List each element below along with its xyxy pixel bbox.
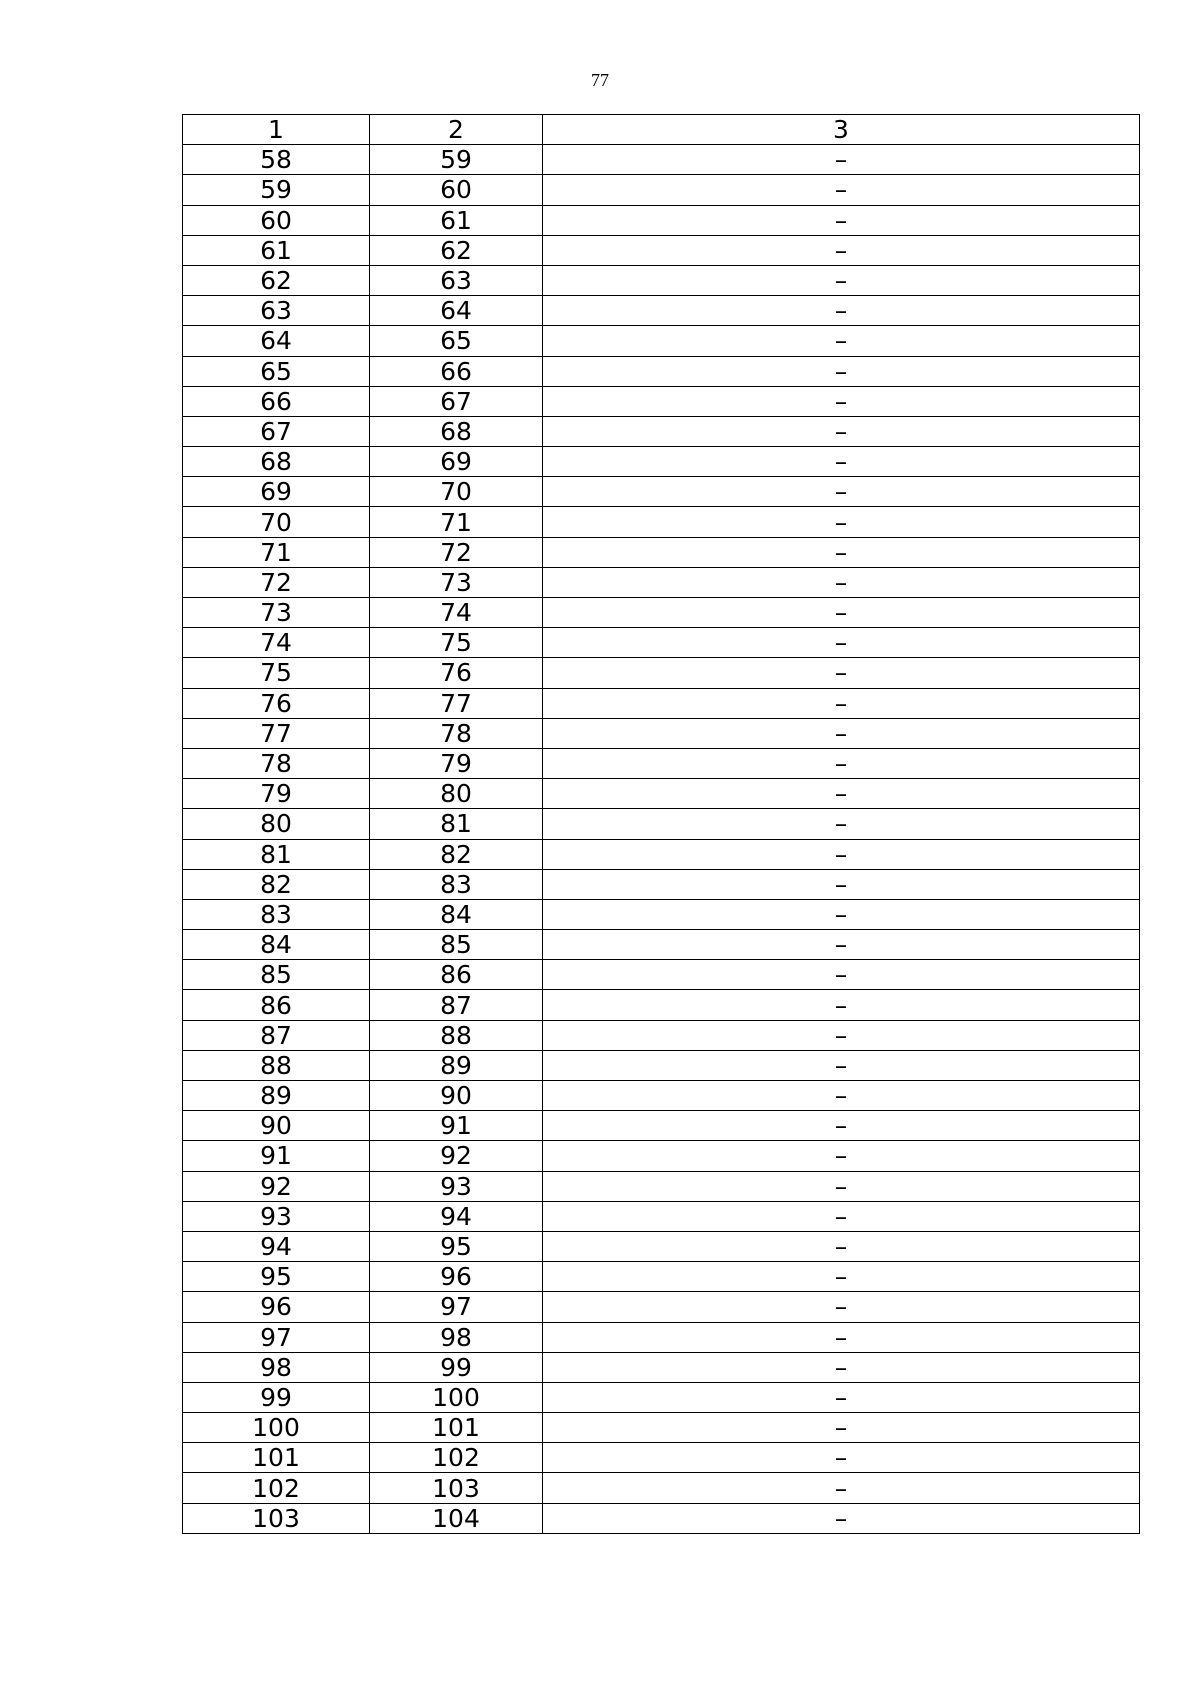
table-cell-col-2: 93 [370,1171,543,1201]
table-row [183,1503,1140,1533]
table-cell-col-2: 61 [370,205,543,235]
table-cell-col-3: – [543,628,1140,658]
table-cell-col-2: 72 [370,537,543,567]
table-cell-col-1: 62 [183,265,370,295]
table-row [183,718,1140,748]
table-row [183,688,1140,718]
table-cell-col-1: 71 [183,537,370,567]
table-cell-col-3: – [543,899,1140,929]
table-cell-col-2: 70 [370,477,543,507]
table-cell-col-2: 88 [370,1020,543,1050]
table-cell-col-2: 104 [370,1503,543,1533]
table-row [183,1231,1140,1261]
table-cell-col-1: 95 [183,1262,370,1292]
table-cell-col-2: 73 [370,567,543,597]
table-row [183,1322,1140,1352]
table-cell-col-1: 89 [183,1081,370,1111]
table-cell-col-1: 74 [183,628,370,658]
table-row [183,990,1140,1020]
table-cell-col-1: 96 [183,1292,370,1322]
table-cell-col-2: 92 [370,1141,543,1171]
table-cell-col-2: 87 [370,990,543,1020]
table-cell-col-3: – [543,1473,1140,1503]
table-cell-col-3: – [543,930,1140,960]
table-cell-col-3: – [543,145,1140,175]
table-cell-col-2: 74 [370,598,543,628]
table-row [183,386,1140,416]
table-row [183,960,1140,990]
table-cell-col-2: 102 [370,1443,543,1473]
table-cell-col-2: 68 [370,416,543,446]
table-cell-col-1: 66 [183,386,370,416]
table-row [183,447,1140,477]
table-cell-col-3: – [543,598,1140,628]
table-row [183,1201,1140,1231]
table-row [183,930,1140,960]
table-cell-col-2: 91 [370,1111,543,1141]
table-row [183,175,1140,205]
table-row [183,628,1140,658]
table-cell-col-2: 76 [370,658,543,688]
table-header-row [183,115,1140,145]
table-cell-col-1: 85 [183,960,370,990]
table-cell-col-1: 63 [183,296,370,326]
table-cell-col-1: 99 [183,1382,370,1412]
table-cell-col-2: 75 [370,628,543,658]
table-cell-col-1: 86 [183,990,370,1020]
table-cell-col-3: – [543,386,1140,416]
table-cell-col-2: 103 [370,1473,543,1503]
table-cell-col-1: 69 [183,477,370,507]
table-cell-col-1: 101 [183,1443,370,1473]
table-cell-col-3: – [543,748,1140,778]
table-cell-col-1: 70 [183,507,370,537]
table-cell-col-2: 82 [370,839,543,869]
page-number: 77 [591,70,609,90]
table-cell-col-1: 73 [183,598,370,628]
table-cell-col-3: – [543,567,1140,597]
table-row [183,598,1140,628]
table-row [183,1443,1140,1473]
table-cell-col-3: – [543,205,1140,235]
table-cell-col-3: – [543,1201,1140,1231]
table-row [183,1262,1140,1292]
table-cell-col-3: – [543,537,1140,567]
table-cell-col-2: 85 [370,930,543,960]
table-cell-col-1: 59 [183,175,370,205]
table-row [183,809,1140,839]
data-table [182,114,1140,1534]
table-cell-col-1: 82 [183,869,370,899]
table-cell-col-1: 91 [183,1141,370,1171]
table-row [183,356,1140,386]
table-cell-col-1: 87 [183,1020,370,1050]
table-cell-col-1: 60 [183,205,370,235]
table-cell-col-2: 65 [370,326,543,356]
table-cell-col-3: – [543,1020,1140,1050]
table-cell-col-1: 84 [183,930,370,960]
table-cell-col-3: – [543,990,1140,1020]
table-cell-col-1: 77 [183,718,370,748]
table-cell-col-1: 88 [183,1050,370,1080]
table-cell-col-3: – [543,1322,1140,1352]
table-body [183,115,1140,1534]
table-cell-col-1: 98 [183,1352,370,1382]
table-row [183,1050,1140,1080]
column-header-2: 2 [370,115,543,145]
table-cell-col-1: 80 [183,809,370,839]
table-row [183,1141,1140,1171]
table-cell-col-2: 62 [370,235,543,265]
table-cell-col-1: 58 [183,145,370,175]
table-cell-col-3: – [543,1382,1140,1412]
table-row [183,567,1140,597]
table-row [183,1292,1140,1322]
table-cell-col-1: 65 [183,356,370,386]
table-cell-col-2: 64 [370,296,543,326]
table-cell-col-1: 93 [183,1201,370,1231]
table-cell-col-2: 78 [370,718,543,748]
table-row [183,507,1140,537]
table-cell-col-2: 63 [370,265,543,295]
table-row [183,1413,1140,1443]
table-cell-col-2: 66 [370,356,543,386]
table-cell-col-1: 83 [183,899,370,929]
table-cell-col-2: 67 [370,386,543,416]
table-cell-col-2: 97 [370,1292,543,1322]
table-cell-col-2: 86 [370,960,543,990]
table-row [183,1171,1140,1201]
table-cell-col-3: – [543,416,1140,446]
table-cell-col-2: 60 [370,175,543,205]
table-cell-col-1: 61 [183,235,370,265]
table-row [183,899,1140,929]
table-row [183,145,1140,175]
table-cell-col-1: 72 [183,567,370,597]
table-cell-col-1: 75 [183,658,370,688]
table-cell-col-2: 71 [370,507,543,537]
table-container [182,114,1139,1534]
table-cell-col-2: 84 [370,899,543,929]
table-cell-col-3: – [543,718,1140,748]
table-cell-col-1: 90 [183,1111,370,1141]
table-cell-col-3: – [543,1171,1140,1201]
table-row [183,477,1140,507]
column-header-3: 3 [543,115,1140,145]
table-row [183,1352,1140,1382]
table-row [183,1382,1140,1412]
table-cell-col-3: – [543,1111,1140,1141]
table-cell-col-3: – [543,658,1140,688]
table-cell-col-2: 100 [370,1382,543,1412]
table-cell-col-1: 97 [183,1322,370,1352]
table-cell-col-2: 98 [370,1322,543,1352]
table-cell-col-3: – [543,779,1140,809]
table-cell-col-2: 99 [370,1352,543,1382]
table-row [183,1111,1140,1141]
table-cell-col-2: 95 [370,1231,543,1261]
table-cell-col-1: 78 [183,748,370,778]
table-cell-col-3: – [543,1503,1140,1533]
table-cell-col-3: – [543,839,1140,869]
table-cell-col-1: 79 [183,779,370,809]
table-cell-col-3: – [543,1292,1140,1322]
table-cell-col-3: – [543,235,1140,265]
table-cell-col-1: 64 [183,326,370,356]
table-cell-col-1: 102 [183,1473,370,1503]
table-cell-col-2: 101 [370,1413,543,1443]
table-cell-col-3: – [543,356,1140,386]
table-cell-col-3: – [543,1413,1140,1443]
table-row [183,748,1140,778]
table-cell-col-2: 80 [370,779,543,809]
table-cell-col-3: – [543,1262,1140,1292]
table-cell-col-1: 76 [183,688,370,718]
column-header-1: 1 [183,115,370,145]
table-cell-col-1: 68 [183,447,370,477]
table-cell-col-3: – [543,447,1140,477]
table-row [183,265,1140,295]
table-row [183,537,1140,567]
table-cell-col-2: 89 [370,1050,543,1080]
table-cell-col-3: – [543,1231,1140,1261]
table-cell-col-3: – [543,960,1140,990]
table-cell-col-3: – [543,477,1140,507]
table-cell-col-2: 81 [370,809,543,839]
table-cell-col-1: 94 [183,1231,370,1261]
table-cell-col-2: 79 [370,748,543,778]
table-cell-col-3: – [543,1050,1140,1080]
table-cell-col-2: 83 [370,869,543,899]
table-row [183,416,1140,446]
table-cell-col-3: – [543,809,1140,839]
table-row [183,1081,1140,1111]
table-cell-col-3: – [543,296,1140,326]
table-cell-col-3: – [543,869,1140,899]
table-row [183,658,1140,688]
table-cell-col-2: 77 [370,688,543,718]
table-cell-col-2: 69 [370,447,543,477]
table-cell-col-3: – [543,1081,1140,1111]
table-cell-col-3: – [543,1443,1140,1473]
table-cell-col-2: 90 [370,1081,543,1111]
table-cell-col-3: – [543,1352,1140,1382]
table-cell-col-3: – [543,507,1140,537]
table-row [183,1473,1140,1503]
table-row [183,296,1140,326]
table-cell-col-3: – [543,326,1140,356]
table-row [183,326,1140,356]
table-cell-col-2: 96 [370,1262,543,1292]
table-cell-col-3: – [543,688,1140,718]
table-cell-col-1: 92 [183,1171,370,1201]
table-row [183,205,1140,235]
table-cell-col-2: 94 [370,1201,543,1231]
table-row [183,1020,1140,1050]
table-row [183,839,1140,869]
table-row [183,869,1140,899]
table-cell-col-1: 81 [183,839,370,869]
table-cell-col-2: 59 [370,145,543,175]
table-row [183,779,1140,809]
table-row [183,235,1140,265]
table-cell-col-1: 103 [183,1503,370,1533]
table-cell-col-1: 67 [183,416,370,446]
table-cell-col-1: 100 [183,1413,370,1443]
table-cell-col-3: – [543,175,1140,205]
table-cell-col-3: – [543,1141,1140,1171]
table-cell-col-3: – [543,265,1140,295]
